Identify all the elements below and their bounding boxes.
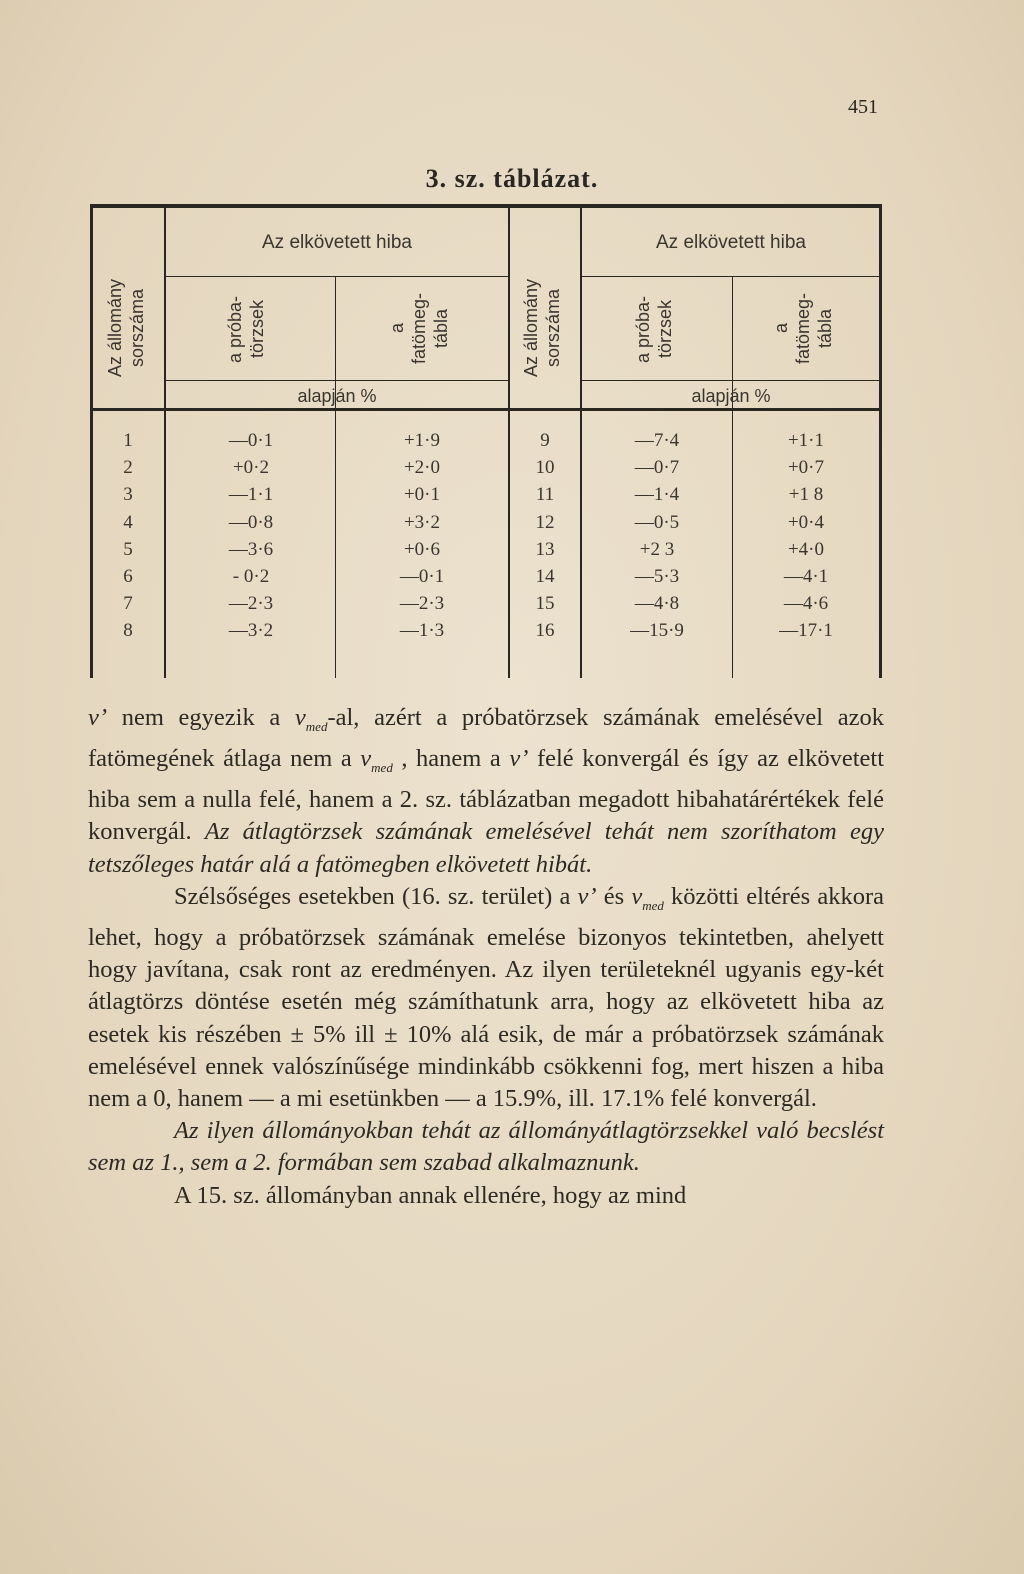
subscript: med: [305, 718, 328, 734]
row-number-cell: 1: [123, 430, 133, 451]
row-number-cell: 13: [535, 538, 555, 560]
fatomegtabla-value-cell: +1·9: [403, 430, 441, 451]
row-number-cell: 16: [535, 620, 555, 642]
probatorzsek-value-cell: —2·3: [228, 593, 274, 615]
col-header-fatomegtabla: [770, 284, 842, 372]
fatomegtabla-value-cell: —1·3: [399, 620, 445, 642]
header-subrule: [582, 276, 880, 277]
probatorzsek-value-cell: —1·1: [228, 484, 274, 506]
col-header-line: törzsek: [247, 299, 267, 359]
col-header-line: törzsek: [655, 299, 675, 359]
fatomegtabla-value-cell: +1·1: [787, 430, 825, 451]
header-subrule: [582, 380, 880, 381]
page-number: 451: [848, 96, 878, 118]
col-header-line: a: [387, 323, 407, 334]
fatomegtabla-value-cell: +0·6: [403, 538, 441, 560]
row-number-cell: 6: [123, 566, 133, 587]
header-subrule: [166, 276, 508, 277]
fatomegtabla-value-cell: +0·7: [787, 457, 825, 479]
row-number-cell: 8: [123, 620, 133, 642]
header-subrule: [166, 380, 508, 381]
probatorzsek-value-cell: - 0·2: [232, 566, 270, 587]
row-number-cell: 5: [123, 538, 133, 560]
text-run: v: [294, 704, 306, 731]
col-header-probatorzsek: [632, 286, 682, 372]
probatorzsek-value-cell: —0·1: [228, 430, 274, 451]
probatorzsek-value-cell: —3·6: [228, 538, 274, 560]
fatomegtabla-value-cell: +2·0: [403, 457, 441, 479]
group-header-right: Az elkövetett hiba: [656, 232, 806, 253]
probatorzsek-value-cell: —0·7: [634, 457, 680, 479]
table-title: 3. sz. táblázat.: [425, 164, 599, 193]
row-number-cell: 14: [535, 566, 555, 587]
text-run: v: [360, 745, 372, 773]
row-number-cell: 9: [540, 430, 550, 451]
row-number-cell: 2: [123, 457, 133, 479]
fatomegtabla-value-cell: —0·1: [399, 566, 445, 587]
basis-label-right: alapján %: [691, 386, 771, 406]
col-header-line: a: [771, 323, 791, 334]
fatomegtabla-value-cell: —4·6: [783, 593, 829, 615]
table-top-rule: [90, 204, 882, 208]
basis-label-left: alapján %: [297, 386, 377, 406]
text-run: közötti eltérés akkora lehet, hogy a próbatörzsek számának emelése bizonyos tekintetben, ahelyett hogy javítana, csak ront az eredményen. Az ilyen területeknél ugyanis egy-két átlagtörzs döntése esetén még számíthatunk arra, hogy az elkövetett hiba az esetek kis részében ± 5% ill ± 10% alá esik, de már a próbatörzsek számának emelésével ennek valószínűsége mindinkább csökkenni fog, mert hiszen a hiba nem a 0, hanem — a mi esetünkben — a 15.9%, ill. 17.1% felé konvergál.: [88, 882, 884, 1112]
row-number-cell: 10: [535, 457, 555, 479]
row-number-cell: 11: [535, 484, 555, 506]
row-number-cell: 12: [535, 511, 555, 533]
text-run: , hanem a: [392, 745, 510, 773]
fatomegtabla-value-cell: —17·1: [779, 620, 833, 642]
probatorzsek-value-cell: +0·2: [232, 457, 270, 479]
fatomegtabla-value-cell: +1 8: [788, 484, 824, 506]
paragraph-4: [88, 1180, 884, 1212]
body-text: [88, 702, 884, 1212]
probatorzsek-value-cell: —4·8: [634, 593, 680, 615]
text-run: A 15. sz. állományban annak ellenére, hogy az mind: [174, 1181, 687, 1209]
row-number-cell: 7: [123, 593, 133, 615]
row-header-line: Az állomány: [521, 278, 541, 378]
table-left-rule: [90, 204, 93, 678]
col-header-line: a próba-: [633, 295, 653, 363]
row-header-line: sorszáma: [127, 288, 147, 368]
probatorzsek-value-cell: —1·4: [634, 484, 680, 506]
fatomegtabla-value-cell: +0·4: [787, 511, 825, 533]
text-run: v’: [88, 704, 108, 731]
col-header-line: tábla: [815, 308, 835, 348]
fatomegtabla-value-cell: +0·1: [403, 484, 441, 506]
text-run: v’: [509, 745, 529, 773]
probatorzsek-value-cell: —0·8: [228, 511, 274, 533]
fatomegtabla-value-cell: +4·0: [787, 538, 825, 560]
text-run: nem egyezik a: [107, 704, 295, 731]
text-run: v’: [577, 882, 597, 910]
col-header-line: fatömeg-: [409, 292, 429, 364]
probatorzsek-value-cell: +2 3: [639, 538, 675, 560]
subscript: med: [642, 897, 664, 913]
paragraph-2: [88, 881, 884, 1115]
col-header-line: a próba-: [225, 295, 245, 363]
fatomegtabla-value-cell: +3·2: [403, 511, 441, 533]
probatorzsek-value-cell: —15·9: [630, 620, 684, 642]
col-divider: [335, 276, 336, 678]
italic-emphasis: Az átlagtörzsek számának emelésével tehát nem szoríthatom egy tetszőleges határ alá a fatömegben elkövetett hibát.: [88, 818, 884, 878]
group-header-left: Az elkövetett hiba: [262, 232, 412, 253]
row-number-cell: 3: [123, 484, 133, 506]
row-header-right: [520, 260, 570, 396]
col-header-probatorzsek: [224, 286, 274, 372]
col-header-line: tábla: [431, 308, 451, 348]
col-divider: [732, 276, 733, 678]
fatomegtabla-value-cell: —4·1: [783, 566, 829, 587]
col-header-fatomegtabla: [386, 284, 458, 372]
fatomegtabla-value-cell: —2·3: [399, 593, 445, 615]
paragraph-1: [88, 702, 884, 881]
text-run: felé konvergál és így az elkövetett hiba sem a nulla felé, hanem a 2. sz. táblázatban megadott hibahatárértékek felé konvergál.: [88, 745, 884, 846]
text-run: v: [631, 882, 643, 910]
italic-emphasis: Az ilyen állományokban tehát az állományátlagtörzsekkel való becslést sem az 1., sem a 2. formában sem szabad alkalmaznunk.: [88, 1117, 884, 1177]
text-run: -al, azért a próbatörzsek számának emelésével azok fatömegének átlaga nem a: [88, 704, 884, 773]
probatorzsek-value-cell: —3·2: [228, 620, 274, 642]
row-header-line: Az állomány: [105, 278, 125, 378]
row-number-cell: 4: [123, 511, 133, 533]
col-header-line: fatömeg-: [793, 292, 813, 364]
probatorzsek-value-cell: —0·5: [634, 511, 680, 533]
row-number-cell: 15: [535, 593, 555, 615]
table-header-rule: [90, 408, 882, 411]
row-header-left: [104, 260, 154, 396]
row-header-line: sorszáma: [543, 288, 563, 368]
probatorzsek-value-cell: —5·3: [634, 566, 680, 587]
data-table: [90, 204, 882, 678]
probatorzsek-value-cell: —7·4: [634, 430, 680, 451]
subscript: med: [371, 759, 393, 775]
paragraph-3: [88, 1115, 884, 1179]
text-run: és: [596, 882, 632, 910]
text-run: Szélsőséges esetekben (16. sz. terület) a: [174, 882, 578, 910]
